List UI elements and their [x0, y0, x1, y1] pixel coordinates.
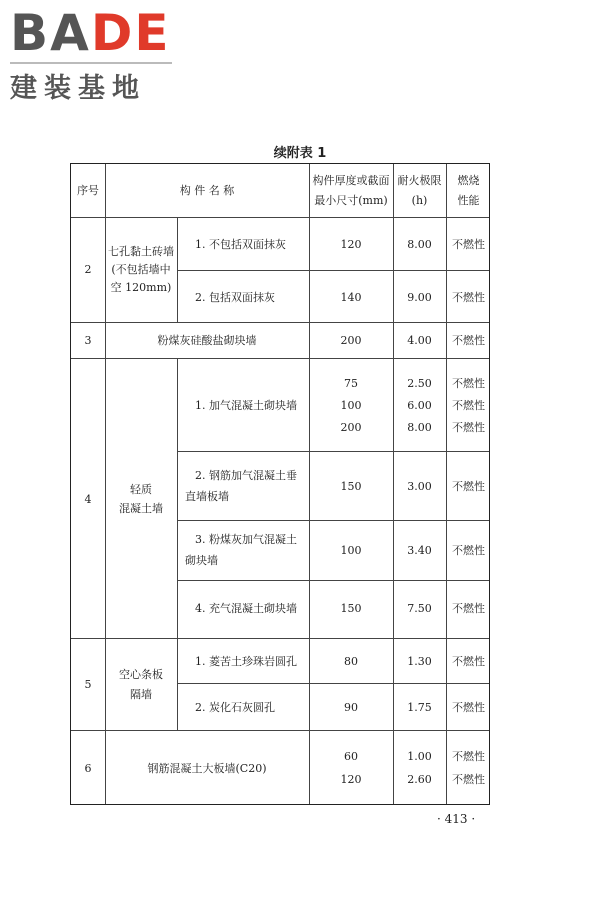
- row-4-group-line2: 混凝土墙: [119, 502, 163, 515]
- row-4-item-2-burn: 不燃性: [452, 480, 485, 493]
- row-rule: [71, 358, 489, 359]
- row-6-name: 钢筋混凝土大板墙(C20): [147, 762, 267, 775]
- row-4-item-1-burn: 不燃性: [452, 421, 485, 434]
- row-rule: [71, 638, 489, 639]
- row-4-item-3-limit: 3.40: [407, 544, 432, 557]
- row-4-seq: 4: [84, 493, 92, 506]
- row-4-item-1-burn: 不燃性: [452, 377, 485, 390]
- row-3-burn: 不燃性: [452, 334, 485, 347]
- row-4-item-3-name-line1: 3. 粉煤灰加气混凝土: [195, 533, 297, 546]
- row-4-item-3-thickness: 100: [340, 544, 362, 557]
- logo-divider: [10, 62, 172, 64]
- row-6-limit: 2.60: [407, 773, 432, 786]
- row-6-burn: 不燃性: [452, 773, 485, 786]
- logo-text-ba: BA: [10, 4, 91, 62]
- row-2-item-1-burn: 不燃性: [452, 238, 485, 251]
- row-4-item-2-name-line1: 2. 钢筋加气混凝土垂: [195, 469, 297, 482]
- row-4-item-1-thickness: 75: [344, 377, 358, 390]
- row-2-item-1-thickness: 120: [340, 238, 362, 251]
- brand-logo: [10, 4, 185, 104]
- row-3-thickness: 200: [340, 334, 362, 347]
- row-6-burn: 不燃性: [452, 750, 485, 763]
- row-4-item-1-limit: 8.00: [407, 421, 432, 434]
- row-5-item-2-burn: 不燃性: [452, 701, 485, 714]
- row-4-item-1-thickness: 200: [340, 421, 362, 434]
- row-4-item-1-limit: 2.50: [407, 377, 432, 390]
- row-rule: [71, 730, 489, 731]
- row-4-item-2-limit: 3.00: [407, 480, 432, 493]
- row-4-item-1-thickness: 100: [340, 399, 362, 412]
- row-5-item-1-thickness: 80: [344, 655, 358, 668]
- table-title: 续附表 1: [273, 146, 327, 161]
- row-rule: [177, 580, 489, 581]
- row-6-thickness: 60: [344, 750, 358, 763]
- row-4-group-line1: 轻质: [130, 483, 152, 496]
- row-3-seq: 3: [84, 334, 92, 347]
- row-5-group-line1: 空心条板: [119, 668, 163, 681]
- row-4-item-4-burn: 不燃性: [452, 602, 485, 615]
- row-2-item-2-thickness: 140: [340, 291, 362, 304]
- row-2-item-2-name: 2. 包括双面抹灰: [195, 291, 275, 304]
- row-rule: [177, 683, 489, 684]
- row-2-item-1-name: 1. 不包括双面抹灰: [195, 238, 286, 251]
- row-5-item-2-name: 2. 炭化石灰圆孔: [195, 701, 275, 714]
- row-3-name: 粉煤灰硅酸盐砌块墙: [157, 334, 257, 347]
- row-2-item-2-burn: 不燃性: [452, 291, 485, 304]
- row-rule: [177, 451, 489, 452]
- row-4-item-2-name-line2: 直墙板墙: [185, 490, 229, 503]
- logo-text-de: DE: [90, 4, 171, 62]
- row-5-item-2-limit: 1.75: [407, 701, 432, 714]
- header-burn-line2: 性能: [457, 194, 480, 207]
- row-2-group-line1: 七孔黏土砖墙: [108, 245, 174, 258]
- row-rule: [71, 322, 489, 323]
- row-6-limit: 1.00: [407, 750, 432, 763]
- header-thickness-line2: 最小尺寸(mm): [314, 194, 388, 207]
- row-4-item-3-burn: 不燃性: [452, 544, 485, 557]
- header-thickness-line1: 构件厚度或截面: [312, 174, 390, 187]
- row-2-group-line2: (不包括墙中: [111, 263, 171, 276]
- row-2-seq: 2: [84, 263, 92, 276]
- row-4-item-1-burn: 不燃性: [452, 399, 485, 412]
- row-5-group-line2: 隔墙: [130, 688, 152, 701]
- row-3-limit: 4.00: [407, 334, 432, 347]
- logo-tagline: 建装基地: [10, 73, 146, 104]
- row-rule: [71, 217, 489, 218]
- row-4-item-1-name: 1. 加气混凝土砌块墙: [195, 399, 297, 412]
- row-2-item-2-limit: 9.00: [407, 291, 432, 304]
- row-6-seq: 6: [84, 762, 92, 775]
- row-2-item-1-limit: 8.00: [407, 238, 432, 251]
- column-rule: [177, 358, 178, 730]
- header-limit-line2: (h): [411, 194, 428, 207]
- row-4-item-4-limit: 7.50: [407, 602, 432, 615]
- fire-resistance-table: [70, 163, 490, 805]
- logo-wordmark: [10, 4, 185, 62]
- row-5-item-1-limit: 1.30: [407, 655, 432, 668]
- row-6-thickness: 120: [340, 773, 362, 786]
- row-5-item-1-name: 1. 菱苦土珍珠岩圆孔: [195, 655, 297, 668]
- header-seq: 序号: [77, 184, 99, 197]
- row-2-group-line3: 空 120mm): [110, 281, 172, 294]
- header-limit-line1: 耐火极限: [397, 174, 442, 187]
- row-4-item-2-thickness: 150: [340, 480, 362, 493]
- row-5-item-2-thickness: 90: [344, 701, 358, 714]
- row-rule: [177, 520, 489, 521]
- row-4-item-4-thickness: 150: [340, 602, 362, 615]
- page-number: · 413 ·: [437, 812, 476, 826]
- row-5-item-1-burn: 不燃性: [452, 655, 485, 668]
- column-rule: [177, 217, 178, 322]
- row-4-item-3-name-line2: 砌块墙: [185, 554, 218, 567]
- header-burn-line1: 燃烧: [457, 174, 480, 187]
- row-5-seq: 5: [84, 678, 92, 691]
- header-name: 构 件 名 称: [179, 184, 235, 197]
- row-rule: [177, 270, 489, 271]
- row-4-item-4-name: 4. 充气混凝土砌块墙: [195, 602, 297, 615]
- row-4-item-1-limit: 6.00: [407, 399, 432, 412]
